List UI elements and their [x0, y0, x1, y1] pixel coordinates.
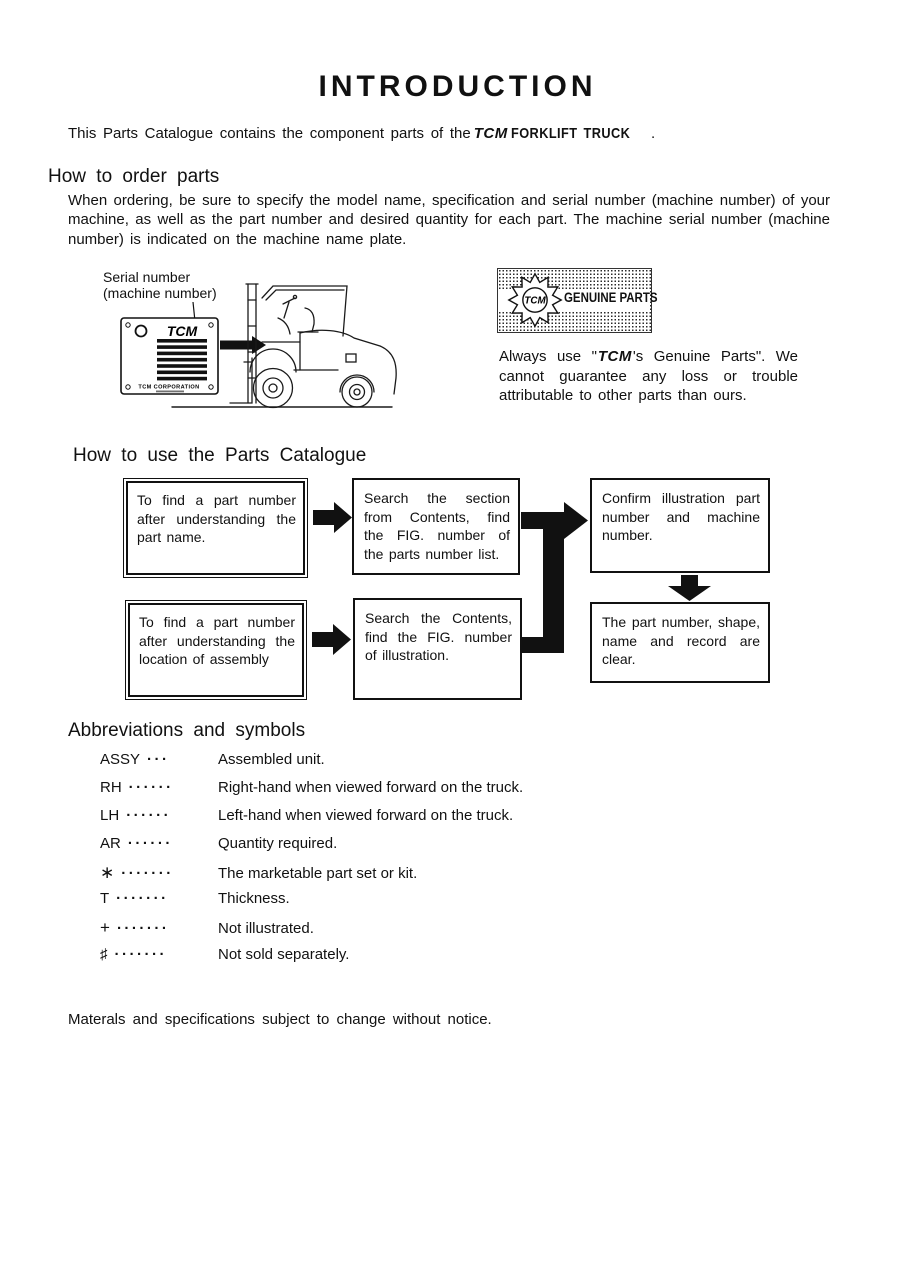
arrow-right-icon: [312, 624, 351, 655]
flow-box-search-contents: Search the Contents, find the FIG. number of illustration.: [353, 598, 522, 700]
abbrev-symbol: ∗: [100, 862, 115, 882]
abbrev-description: Assembled unit.: [218, 751, 325, 768]
abbrev-symbol: LH: [100, 806, 120, 824]
genuine-parts-note: [499, 347, 798, 406]
order-section-heading: How to order parts: [48, 166, 220, 187]
abbrev-dots: ·······: [114, 946, 167, 964]
flow-box-search-section: Search the section from Contents, find the FIG. number of the parts number list.: [352, 478, 520, 575]
flow-box-part-name: [123, 478, 308, 578]
usage-section-heading: How to use the Parts Catalogue: [73, 445, 367, 466]
abbrev-dots: ·······: [116, 890, 169, 908]
abbrev-symbol: ♯: [100, 946, 108, 964]
flow-box-assembly-location: [125, 600, 307, 700]
abbrev-section-heading: Abbreviations and symbols: [68, 720, 306, 741]
abbrev-dots: ·······: [116, 920, 170, 938]
arrow-right-icon: [313, 502, 352, 533]
abbrev-row: [100, 835, 523, 863]
abbrev-symbol: T: [100, 890, 110, 908]
abbrev-row: [100, 863, 523, 891]
forklift-illustration: [98, 262, 432, 427]
abbrev-description: Not sold separately.: [218, 946, 350, 964]
abbrev-row: [100, 807, 523, 835]
intro-period: .: [651, 125, 656, 142]
abbrev-row: [100, 946, 523, 974]
name-plate: [121, 318, 218, 394]
serial-label-line2: (machine number): [103, 285, 217, 301]
gear-icon: [506, 271, 564, 329]
flow-box-text: To find a part number after understanding the part name.: [126, 481, 305, 575]
abbrev-symbol: +: [100, 918, 110, 938]
order-section-body: When ordering, be sure to specify the model name, specification and serial number (machine number) of your machine, as well as the part number and desired quantity for each part. The machine serial number (machine number) is indicated on the machine name plate.: [68, 192, 830, 248]
abbrev-row: [100, 890, 523, 918]
product-name: FORKLIFT TRUCK: [510, 125, 630, 142]
plate-fine-print: [156, 391, 184, 393]
intro-text: This Parts Catalogue contains the component parts of the: [68, 125, 471, 142]
badge-label: GENUINE PARTS: [564, 290, 658, 305]
serial-label-line1: Serial number: [103, 269, 191, 285]
genuine-parts-badge: [497, 268, 658, 333]
flow-box-text: To find a part number after understanding the location of assembly: [128, 603, 304, 697]
abbrev-dots: ······: [128, 778, 174, 796]
abbrev-symbol: RH: [100, 778, 122, 796]
page-title: INTRODUCTION: [318, 70, 597, 103]
abbrev-row: [100, 779, 523, 807]
badge-brand-text: TCM: [524, 295, 546, 307]
abbrev-symbol: ASSY: [100, 751, 141, 768]
abbrev-dots: ······: [126, 806, 172, 824]
note-pre: Always use ": [499, 348, 597, 365]
abbreviation-list: [100, 751, 523, 974]
plate-footer-text: TCM CORPORATION: [138, 384, 200, 391]
merge-connector: [521, 502, 588, 653]
plate-callout-arrow-icon: [220, 336, 266, 354]
abbrev-description: Quantity required.: [218, 834, 338, 852]
arrow-down-icon: [668, 575, 711, 601]
abbrev-description: Not illustrated.: [218, 920, 314, 938]
plate-brand-text: TCM: [166, 323, 198, 339]
note-post: 's Genuine Parts". We cannot guarantee any loss or trouble attributable to other parts than ours.: [499, 348, 798, 404]
abbrev-row: [100, 751, 523, 779]
abbrev-symbol: AR: [100, 834, 121, 852]
flow-box-result: The part number, shape, name and record are clear.: [590, 602, 770, 683]
abbrev-dots: ···: [147, 751, 170, 768]
abbrev-dots: ·······: [121, 864, 174, 882]
abbrev-description: Right-hand when viewed forward on the truck.: [218, 778, 524, 796]
tcm-logo-text: TCM: [597, 348, 632, 365]
abbrev-description: Thickness.: [218, 890, 290, 908]
abbrev-dots: ······: [127, 834, 173, 852]
tcm-logo-text: TCM: [473, 125, 508, 142]
abbrev-row: [100, 918, 523, 946]
footer-note: Materals and specifications subject to change without notice.: [68, 1011, 492, 1028]
abbrev-description: The marketable part set or kit.: [218, 864, 418, 882]
flow-box-confirm: Confirm illustration part number and machine number.: [590, 478, 770, 573]
abbrev-description: Left-hand when viewed forward on the truck.: [218, 806, 514, 824]
intro-sentence: [68, 125, 858, 142]
